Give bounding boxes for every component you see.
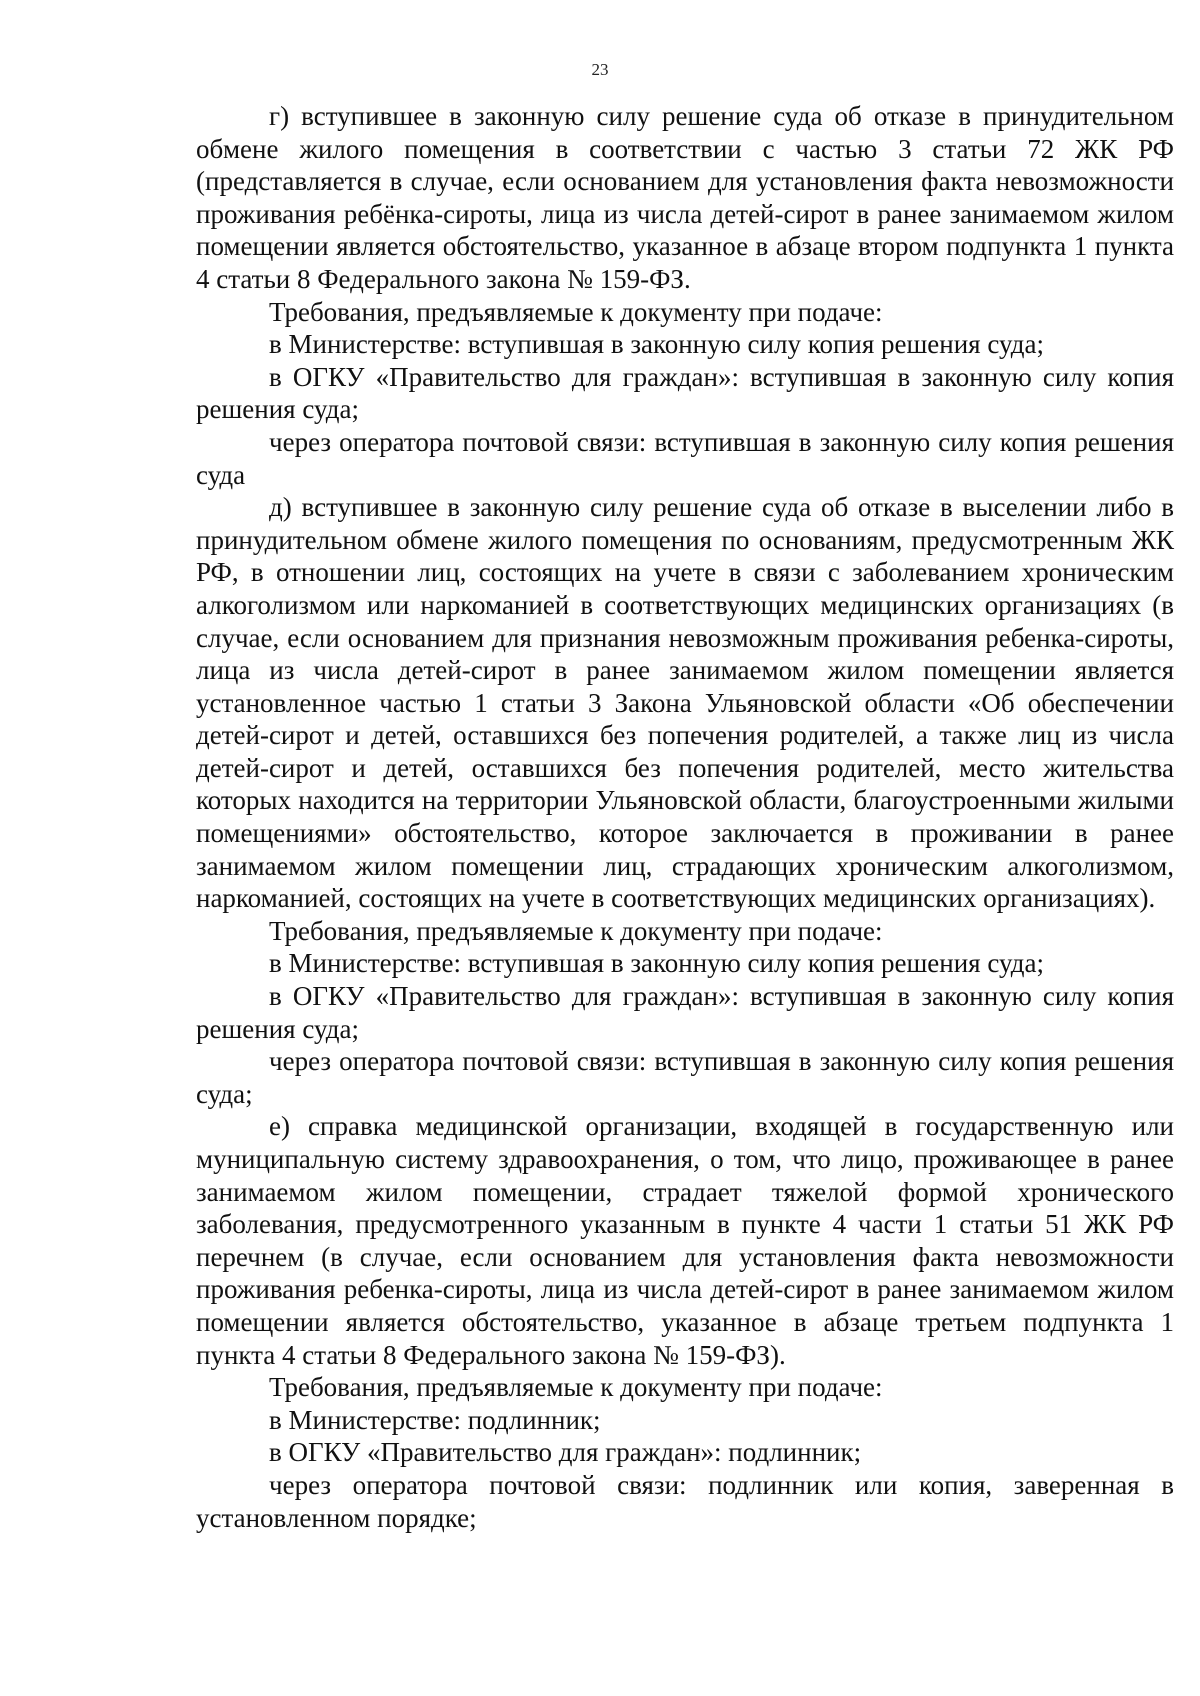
paragraph-requirements-heading: Требования, предъявляемые к документу при подаче:	[269, 1372, 883, 1403]
paragraph-ministry-requirement: в Министерстве: вступившая в законную силу копия решения суда;	[269, 948, 1044, 979]
document-body	[196, 100, 1174, 1534]
paragraph-d-court-decision-eviction: д) вступившее в законную силу решение суда об отказе в выселении либо в принудительном обмене жилого помещения по основаниям, предусмотренным ЖК РФ, в отношении лиц, состоящих на учете в связи с заболеванием хроническим алкоголизмом или наркоманией в соответствующих медицинских организациях (в случае, если основанием для признания невозможным проживания ребенка-сироты, лица из числа детей-сирот в ранее занимаемом жилом помещении является установленное частью 1 статьи 3 Закона Ульяновской области «Об обеспечении детей-сирот и детей, оставшихся без попечения родителей, а также лиц из числа детей-сирот и детей, оставшихся без попечения родителей, место жительства которых находится на территории Ульяновской области, благоустроенными жилыми помещениями» обстоятельство, которое заключается в проживании в ранее занимаемом жилом помещении лиц, страдающих хроническим алкоголизмом, наркоманией, состоящих на учете в соответствующих медицинских организациях).	[196, 492, 1174, 914]
paragraph-postal-requirement: через оператора почтовой связи: вступившая в законную силу копия решения суда	[196, 426, 1174, 490]
paragraph-g-court-decision-exchange: г) вступившее в законную силу решение суда об отказе в принудительном обмене жилого помещения в соответствии с частью 3 статьи 72 ЖК РФ (представляется в случае, если основанием для установления факта невозможности проживания ребёнка-сироты, лица из числа детей-сирот в ранее занимаемом жилом помещении является обстоятельство, указанное в абзаце втором подпункта 1 пункта 4 статьи 8 Федерального закона № 159-ФЗ.	[196, 101, 1174, 294]
page-number: 23	[591, 60, 609, 79]
paragraph-e-medical-certificate: е) справка медицинской организации, входящей в государственную или муниципальную систему здравоохранения, о том, что лицо, проживающее в ранее занимаемом жилом помещении, страдает тяжелой формой хронического заболевания, предусмотренного указанным в пункте 4 части 1 статьи 51 ЖК РФ перечнем (в случае, если основанием для установления факта невозможности проживания ребенка-сироты, лица из числа детей-сирот в ранее занимаемом жилом помещении является обстоятельство, указанное в абзаце третьем подпункта 1 пункта 4 статьи 8 Федерального закона № 159-ФЗ).	[196, 1111, 1174, 1370]
paragraph-ogku-requirement: в ОГКУ «Правительство для граждан»: вступившая в законную силу копия решения суда;	[196, 361, 1174, 425]
paragraph-requirements-heading: Требования, предъявляемые к документу при подаче:	[269, 915, 883, 946]
paragraph-postal-requirement: через оператора почтовой связи: вступившая в законную силу копия решения суда;	[196, 1046, 1174, 1109]
paragraph-postal-requirement: через оператора почтовой связи: подлинник или копия, заверенная в установленном порядке;	[196, 1469, 1174, 1533]
paragraph-requirements-heading: Требования, предъявляемые к документу при подаче:	[269, 296, 883, 327]
paragraph-ministry-requirement: в Министерстве: вступившая в законную силу копия решения суда;	[269, 329, 1044, 360]
paragraph-ogku-requirement: в ОГКУ «Правительство для граждан»: вступившая в законную силу копия решения суда;	[196, 981, 1174, 1044]
paragraph-ogku-requirement: в ОГКУ «Правительство для граждан»: подлинник;	[269, 1437, 862, 1468]
paragraph-ministry-requirement: в Министерстве: подлинник;	[269, 1404, 601, 1435]
